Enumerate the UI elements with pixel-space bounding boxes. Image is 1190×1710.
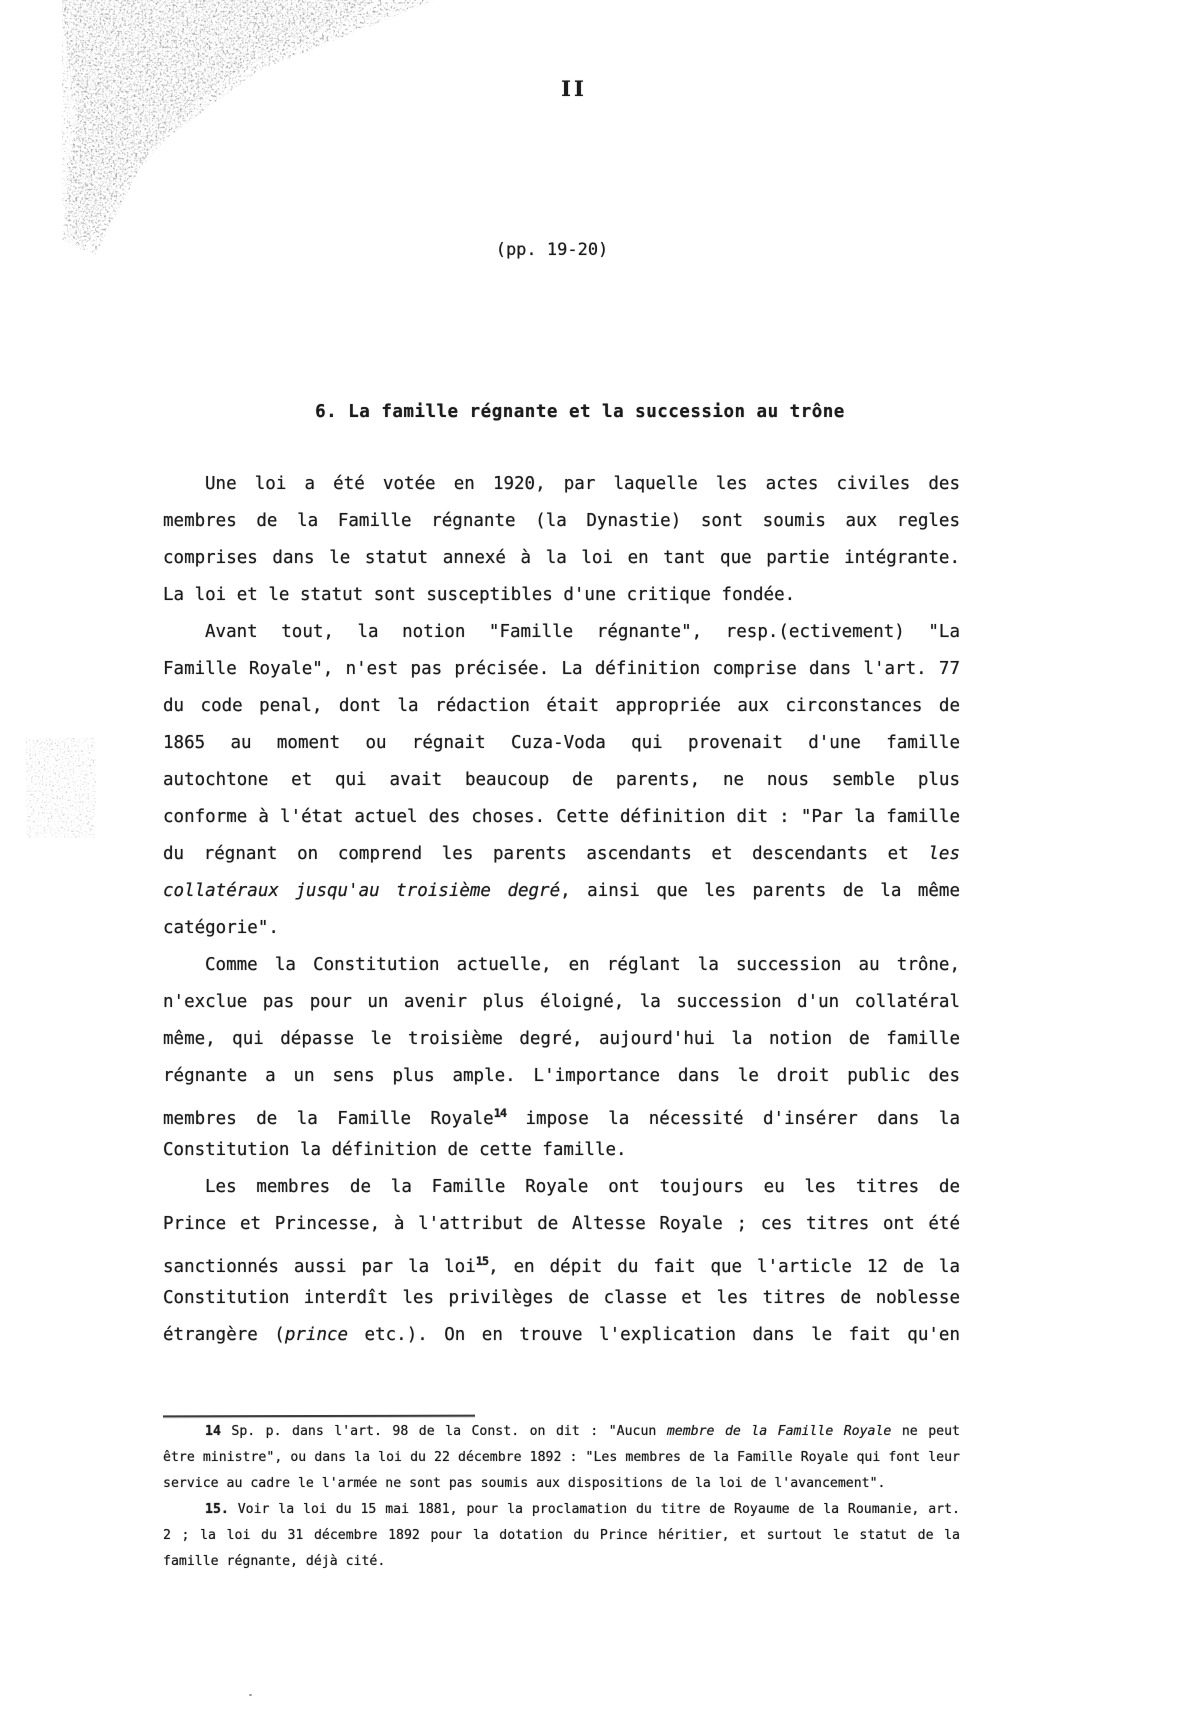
scan-noise-left-edge	[26, 738, 96, 838]
text-line: Constitution la définition de cette famille.	[163, 1140, 627, 1160]
text-line: La loi et le statut sont susceptibles d'une critique fondée.	[163, 585, 796, 605]
footnote-line: service au cadre le l'armée ne sont pas soumis aux dispositions de la loi de l'avancement".	[163, 1476, 886, 1491]
footnote-line: 14 Sp. p. dans l'art. 98 de la Const. on dit : "Aucun membre de la Famille Royale ne peut	[205, 1424, 960, 1439]
text-line: Comme la Constitution actuelle, en réglant la succession au trône,	[205, 955, 960, 975]
pages-reference: (pp. 19-20)	[495, 240, 609, 260]
text-line: du code penal, dont la rédaction était appropriée aux circonstances de	[163, 696, 960, 716]
text-line: membres de la Famille Royale$^{14}$ impose la nécessité d'insérer dans la	[163, 1106, 960, 1129]
scan-noise-topleft	[0, 0, 440, 265]
text-line: régnante a un sens plus ample. L'importance dans le droit public des	[163, 1066, 960, 1086]
footnotes	[163, 1419, 960, 1575]
text-line: autochtone et qui avait beaucoup de parents, ne nous semble plus	[163, 770, 960, 790]
footnote-line: famille régnante, déjà cité.	[163, 1554, 386, 1569]
footnote-line: 15. Voir la loi du 15 mai 1881, pour la proclamation du titre de Royaume de la Roumanie, art.	[205, 1502, 960, 1517]
text-line: Une loi a été votée en 1920, par laquelle les actes civiles des	[205, 474, 960, 494]
text-line: Prince et Princesse, à l'attribut de Altesse Royale ; ces titres ont été	[163, 1214, 960, 1234]
text-line: 1865 au moment ou régnait Cuza-Voda qui provenait d'une famille	[163, 733, 960, 753]
footnote-line: être ministre", ou dans la loi du 22 décembre 1892 : "Les membres de la Famille Royale qui font leur	[163, 1450, 960, 1465]
section-heading: 6. La famille régnante et la succession au trône	[315, 402, 845, 422]
text-line: collatéraux jusqu'au troisième degré, ainsi que les parents de la même	[163, 881, 960, 901]
text-line: membres de la Famille régnante (la Dynastie) sont soumis aux regles	[163, 511, 960, 531]
scan-stray-dot	[249, 1694, 252, 1696]
text-line: Les membres de la Famille Royale ont toujours eu les titres de	[205, 1177, 960, 1197]
footnote-line: 2 ; la loi du 31 décembre 1892 pour la dotation du Prince héritier, et surtout le statut de la	[163, 1528, 960, 1543]
text-line: même, qui dépasse le troisième degré, aujourd'hui la notion de famille	[163, 1029, 960, 1049]
text-line: du régnant on comprend les parents ascendants et descendants et les	[163, 844, 960, 864]
text-line: Constitution interdît les privilèges de classe et les titres de noblesse	[163, 1288, 960, 1308]
text-line: n'exclue pas pour un avenir plus éloigné, la succession d'un collatéral	[163, 992, 960, 1012]
text-line: conforme à l'état actuel des choses. Cette définition dit : "Par la famille	[163, 807, 960, 827]
document-body	[163, 466, 960, 1354]
page-number: II	[561, 76, 587, 101]
footnote-separator	[163, 1415, 475, 1418]
text-line: Avant tout, la notion "Famille régnante", resp.(ectivement) "La	[205, 622, 960, 642]
text-line: Famille Royale", n'est pas précisée. La définition comprise dans l'art. 77	[163, 659, 960, 679]
text-line: catégorie".	[163, 918, 279, 938]
text-line: comprises dans le statut annexé à la loi en tant que partie intégrante.	[163, 548, 960, 568]
text-line: étrangère (prince etc.). On en trouve l'explication dans le fait qu'en	[163, 1325, 960, 1345]
text-line: sanctionnés aussi par la loi$^{15}$, en dépit du fait que l'article 12 de la	[163, 1254, 960, 1277]
